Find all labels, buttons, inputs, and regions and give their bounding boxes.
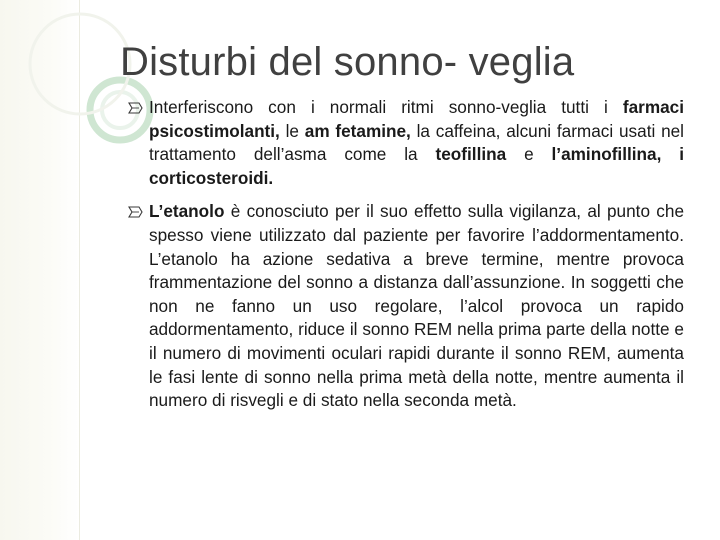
bullet-list [128, 96, 684, 413]
text-run-bold: l’aminofillina, i corticosteroidi. [149, 144, 685, 188]
text-run-bold: L’etanolo [149, 201, 225, 222]
bullet-arrow-icon [128, 101, 144, 115]
text-run: la caffeina, alcuni farmaci usati nel trattamento dell’asma come la [149, 120, 684, 165]
bullet-text [149, 201, 684, 410]
text-run: è conosciuto per il suo effetto sulla vigilanza, al punto che spesso viene utilizzato dal paziente per favorire l’addormentamento. L’etanolo ha azione sedativa a breve termine, mentre provoca frammentazione del sonno a distanza dall’assunzione. In soggetti che non ne fanno un uso regolare, l’alcol provoca un rapido addormentamento, riduce il sonno REM nella prima parte della notte e il numero di movimenti oculari rapidi durante il sonno REM, aumenta le fasi lente di sonno nella prima metà della notte, mentre aumenta il numero di risvegli e di stato nella seconda metà. [149, 201, 684, 411]
text-run-bold: am fetamine, [304, 120, 411, 141]
text-run-bold: teofillina [435, 144, 507, 165]
bullet-arrow-icon [128, 205, 144, 219]
bullet-text [149, 97, 684, 188]
text-run-bold: farmaci psicostimolanti, [149, 97, 684, 141]
bullet-item [128, 96, 684, 190]
slide-title: Disturbi del sonno- veglia [120, 40, 575, 84]
text-run: le [279, 120, 305, 141]
bullet-item [128, 200, 684, 412]
text-run: Interferiscono con i normali ritmi sonno-veglia tutti i [149, 97, 623, 117]
text-run: e [506, 144, 552, 165]
